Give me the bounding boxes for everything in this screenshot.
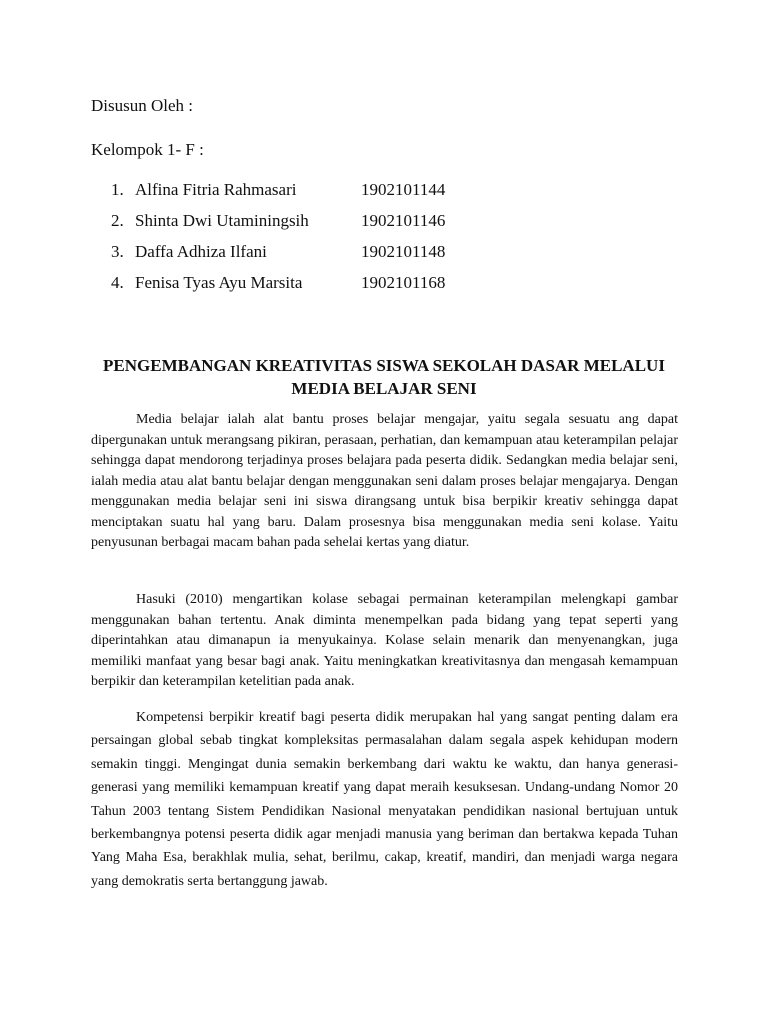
member-name: Fenisa Tyas Ayu Marsita [135, 273, 303, 292]
member-nim: 1902101146 [361, 211, 446, 230]
document-title [80, 354, 688, 400]
group-label: Kelompok 1- F : [91, 140, 204, 159]
paragraph-3: Kompetensi berpikir kreatif bagi peserta didik merupakan hal yang sangat penting dalam era persaingan global sebab tingkat kompleksitas permasalahan dalam segala aspek kehidupan modern semakin tinggi. Mengingat dunia semakin berkembang dari waktu ke waktu, dan hanya generasi-generasi yang memiliki kemampuan kreatif yang dapat meraih kesuksesan. Undang-undang Nomor 20 Tahun 2003 tentang Sistem Pendidikan Nasional menyatakan pendidikan nasional bertujuan untuk berkembangnya potensi peserta didik agar menjadi manusia yang beriman dan bertakwa kepada Tuhan Yang Maha Esa, berakhlak mulia, sehat, berilmu, cakap, kreatif, mandiri, dan menjadi warga negara yang demokratis serta bertanggung jawab. [91, 710, 678, 889]
title-line-2: MEDIA BELAJAR SENI [291, 379, 477, 398]
paragraph-1: Media belajar ialah alat bantu proses belajar mengajar, yaitu segala sesuatu ang dapat dipergunakan untuk merangsang pikiran, perasaan, perhatian, dan kemampuan atau keterampilan pelajar sehingga dapat mendorong terjadinya proses belajara pada peserta didik. Sedangkan media belajar seni, ialah media atau alat bantu belajar dengan menggunakan seni dalam proses belajar mengajarya. Dengan menggunakan media belajar seni ini siswa dirangsang untuk bisa berpikir kreativ sehingga dapat menciptakan suatu hal yang baru. Dalam prosesnya bisa menggunakan media seni kolase. Yaitu penyusunan berbagai macam bahan pada sehelai kertas yang diatur. [91, 412, 678, 550]
member-row [111, 211, 511, 242]
prepared-by-label: Disusun Oleh : [91, 96, 193, 115]
member-nim: 1902101144 [361, 180, 446, 199]
member-number: 3. [111, 242, 124, 261]
member-row [111, 273, 511, 304]
member-number: 2. [111, 211, 124, 230]
paragraph-2: Hasuki (2010) mengartikan kolase sebagai permainan keterampilan melengkapi gambar menggunakan bahan tertentu. Anak diminta menempelkan pada bidang yang tepat seperti yang diperintahkan atau dimanapun ia menyukainya. Kolase selain menarik dan menyenangkan, juga memiliki manfaat yang besar bagi anak. Yaitu meningkatkan kreativitasnya dan mengasah kemampuan berpikir dan keterampilan ketelitian pada anak. [91, 592, 678, 689]
member-number: 4. [111, 273, 124, 292]
member-number: 1. [111, 180, 124, 199]
member-name: Daffa Adhiza Ilfani [135, 242, 267, 261]
member-nim: 1902101168 [361, 273, 446, 292]
member-list [111, 180, 511, 304]
member-name: Alfina Fitria Rahmasari [135, 180, 297, 199]
member-row [111, 242, 511, 273]
member-nim: 1902101148 [361, 242, 446, 261]
title-line-1: PENGEMBANGAN KREATIVITAS SISWA SEKOLAH DASAR MELALUI [103, 356, 665, 375]
member-row [111, 180, 511, 211]
member-name: Shinta Dwi Utaminingsih [135, 211, 309, 230]
